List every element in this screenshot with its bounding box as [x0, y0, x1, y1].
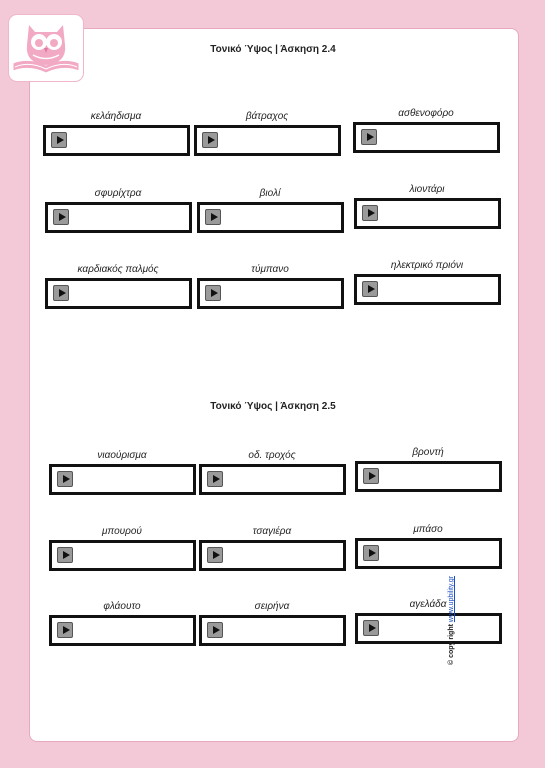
play-icon[interactable] — [363, 468, 379, 484]
play-icon[interactable] — [205, 209, 221, 225]
play-icon[interactable] — [207, 547, 223, 563]
audio-player[interactable] — [197, 202, 344, 233]
play-icon[interactable] — [202, 132, 218, 148]
sound-label: νιαούρισμα — [97, 450, 147, 461]
upbility-link[interactable]: www.upbility.gr — [448, 575, 455, 623]
audio-player[interactable] — [355, 538, 502, 569]
play-icon[interactable] — [53, 209, 69, 225]
sound-label: ηλεκτρικό πριόνι — [390, 260, 464, 271]
play-icon[interactable] — [53, 285, 69, 301]
sound-label: τσαγιέρα — [252, 526, 292, 537]
sound-label: λιοντάρι — [409, 184, 445, 195]
exercise-2-5-title: Τονικό Ύψος | Άσκηση 2.5 — [210, 401, 336, 412]
play-icon[interactable] — [51, 132, 67, 148]
sound-label: ασθενοφόρο — [398, 108, 454, 119]
audio-player[interactable] — [355, 461, 502, 492]
play-icon[interactable] — [361, 129, 377, 145]
sound-label: οδ. τροχός — [248, 450, 296, 461]
copyright-label: © copy right — [448, 624, 455, 665]
play-icon[interactable] — [57, 547, 73, 563]
audio-player[interactable] — [199, 540, 346, 571]
audio-player[interactable] — [49, 464, 196, 495]
audio-player[interactable] — [45, 278, 192, 309]
audio-player[interactable] — [45, 202, 192, 233]
sound-label: βροντή — [412, 447, 444, 458]
audio-player[interactable] — [197, 278, 344, 309]
sound-label: μπουρού — [102, 526, 142, 537]
sound-label: σειρήνα — [254, 601, 290, 612]
sound-label: τύμπανο — [251, 264, 289, 275]
sound-label: σφυρίχτρα — [94, 188, 142, 199]
play-icon[interactable] — [57, 622, 73, 638]
play-icon[interactable] — [207, 471, 223, 487]
play-icon[interactable] — [362, 205, 378, 221]
copyright-note — [448, 576, 455, 665]
audio-player[interactable] — [354, 274, 501, 305]
sound-label: αγελάδα — [409, 599, 447, 610]
play-icon[interactable] — [207, 622, 223, 638]
sound-label: βάτραχος — [245, 111, 289, 122]
play-icon[interactable] — [362, 281, 378, 297]
audio-player[interactable] — [43, 125, 190, 156]
sound-label: κελάηδισμα — [90, 111, 142, 122]
sound-label: φλάουτο — [103, 601, 141, 612]
sound-label: μπάσο — [413, 524, 443, 535]
audio-player[interactable] — [49, 540, 196, 571]
audio-player[interactable] — [355, 613, 502, 644]
exercise-2-4-title: Τονικό Ύψος | Άσκηση 2.4 — [210, 44, 336, 55]
play-icon[interactable] — [363, 620, 379, 636]
play-icon[interactable] — [57, 471, 73, 487]
play-icon[interactable] — [205, 285, 221, 301]
sound-label: βιολί — [259, 188, 281, 199]
audio-player[interactable] — [49, 615, 196, 646]
play-icon[interactable] — [363, 545, 379, 561]
audio-player[interactable] — [199, 615, 346, 646]
audio-player[interactable] — [199, 464, 346, 495]
audio-player[interactable] — [353, 122, 500, 153]
sound-label: καρδιακός παλμός — [77, 264, 159, 275]
audio-player[interactable] — [354, 198, 501, 229]
audio-player[interactable] — [194, 125, 341, 156]
